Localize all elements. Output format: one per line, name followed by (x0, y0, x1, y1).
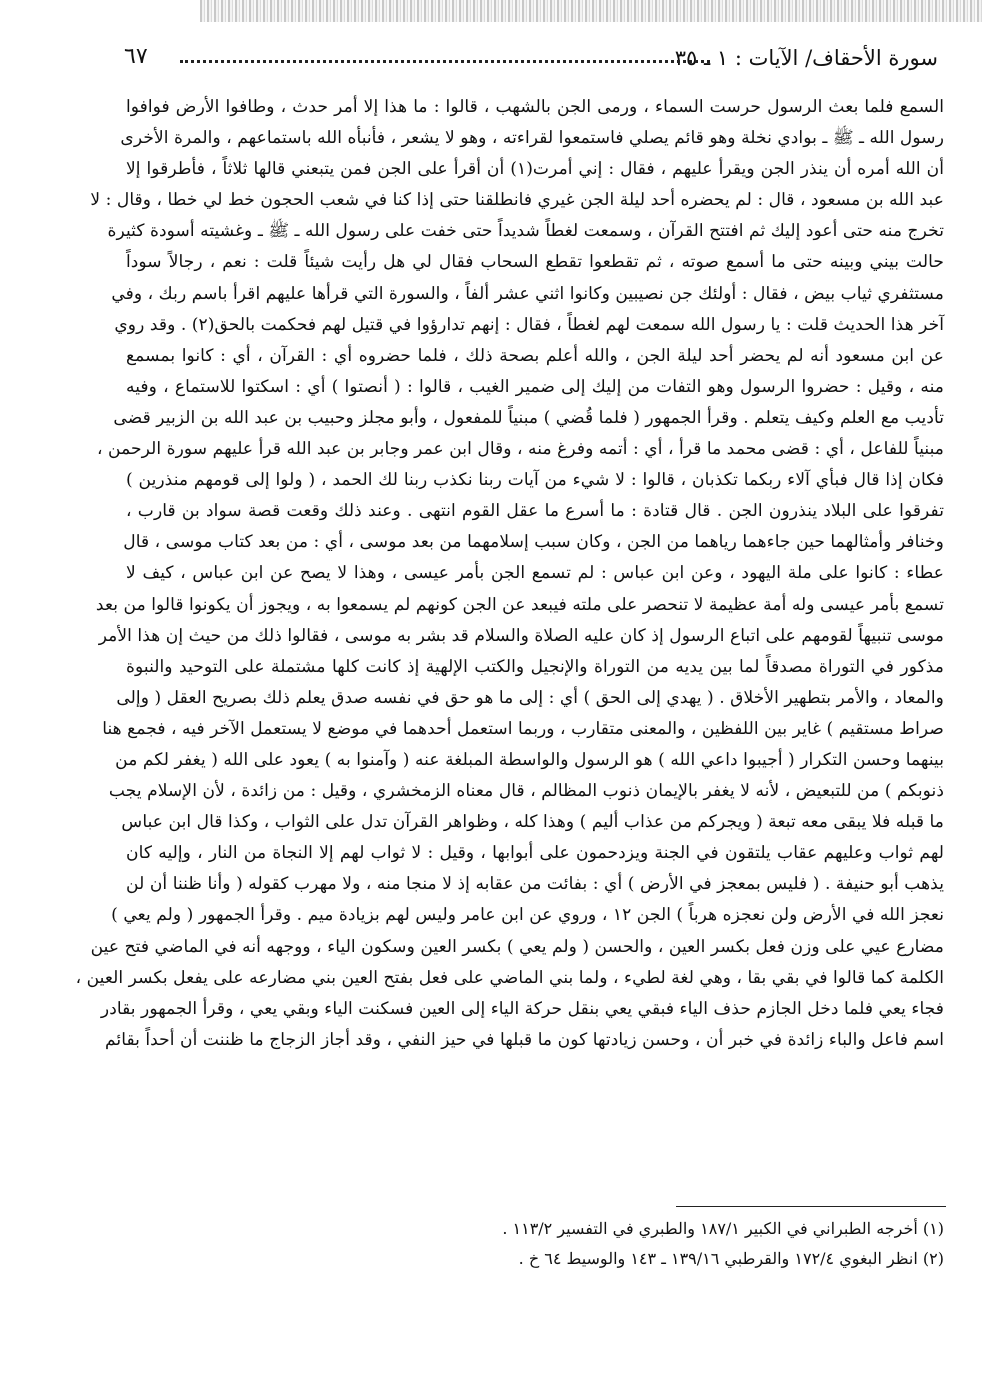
text-line: مذكور في التوراة مصدقاً لما بين يديه من التوراة والإنجيل والكتب الإلهية إذ كانت كلها مشتملة على التوحيد والنبوة (126, 656, 944, 677)
text-line: نعجز الله في الأرض ولن نعجزه هرباً ) الجن ١٢ ، وروي عن ابن عامر وليس لهم بزيادة ميم . وقرأ الجمهور ( ولم يعي ) (111, 905, 944, 926)
text-line: مضارع عيي على وزن فعل بكسر العين ، والحسن ( ولم يعي ) بكسر العين وسكون الياء ، ووجهه أنه في الماضي فتح عين (90, 936, 944, 957)
text-line: عطاء : كانوا على ملة اليهود ، وعن ابن عباس : لم تسمع الجن بأمر عيسى ، وهذا لا يصح عن ابن عباس ، كيف لا (126, 563, 944, 584)
text-line: تأديب مع العلم وكيف يتعلم . وقرأ الجمهور ( فلما قُضي ) مبنياً للمفعول ، وأبو مجلز وحبيب بن عبد الله بن الزبير قضى (113, 407, 944, 428)
text-line: عبد الله بن مسعود ، قال : لم يحضره أحد ليلة الجن غيري فانطلقنا حتى إذا كنا في شعب الحجون خط لي خطا ، وقال : لا (90, 190, 944, 211)
text-line: الكلمة كما قالوا في بقي بقا ، وهي لغة لطيء ، ولما بني الماضي على فعل بفتح العين بني مضارعه على يفعل بكسر العين ، (75, 967, 944, 988)
scan-artifact-strip (200, 0, 982, 22)
text-line: تفرقوا على البلاد ينذرون الجن . قال قتادة : ما أسرع ما عقل القوم انتهى . وعند ذلك وقعت قصة سواد بن قارب ، (126, 501, 944, 522)
text-line: منه ، وقيل : حضروا الرسول وهو التفات من إليك إلى ضمير الغيب ، قالوا : ( أنصتوا ) أي : اسكتوا للاستماع ، وفيه (126, 376, 944, 397)
text-line: صراط مستقيم ) غاير بين اللفظين ، والمعنى متقارب ، وربما استعمل أحدهما في موضع لا يستعمل الآخر فيه ، فجمع هنا (102, 718, 944, 739)
text-line: يذهب أبو حنيفة . ( فليس بمعجز في الأرض ) أي : بفائت من عقابه إذ لا منجا منه ، ولا مهرب كقوله ( وأنا ظننا أن لن (126, 874, 944, 895)
text-line: مستثفري ثياب بيض ، فقال : أولئك جن نصيبين وكانوا اثني عشر ألفاً ، والسورة التي قرأها عليهم اقرأ باسم ربك ، وفي (111, 283, 944, 304)
text-line: وخنافر وأمثالهما حين جاءهما رياهما من الجن ، وكان سبب إسلامهما من بعد موسى ، أي : من بعد كتاب موسى ، قال (123, 532, 944, 553)
text-line: مبنياً للفاعل ، أي : قضى محمد ما قرأ ، أي : أتمه وفرغ منه ، وقال ابن عمر وجابر بن عبد الله قرأ عليهم سورة الرحمن ، (97, 439, 944, 460)
body-text (75, 92, 944, 1056)
text-line: رسول الله ـ ﷺ ـ بوادي نخلة وهو قائم يصلي فاستمعوا لقراءته ، وهو لا يشعر ، فأنبأه الله باستماعهم ، والمرة الأخرى (120, 128, 944, 149)
footnote-separator (676, 1206, 946, 1207)
text-line: حالت بيني وبينه حتى ما أسمع صوته ، ثم تقطعوا تقطع السحاب فقال لي هل رأيت شيئاً قلت : نعم ، رجالاً سوداً (126, 252, 944, 273)
page-header (118, 40, 938, 80)
header-dot-leader (180, 60, 710, 63)
text-line: السمع فلما بعث الرسول حرست السماء ، ورمى الجن بالشهب ، قالوا : ما هذا إلا أمر حدث ، وطافوا الأرض فوافوا (126, 97, 944, 117)
text-line: تخرج منه حتى أعود إليك ثم افتتح القرآن ، وسمعت لغطاً شديداً حتى خفت على رسول الله ـ ﷺ ـ وغشيته أسودة كثيرة (107, 221, 944, 242)
text-line: أن الله أمره أن ينذر الجن ويقرأ عليهم ، فقال : إني أمرت(١) أن أقرأ على الجن فمن يتبعني قالها ثلاثاً ، فأطرقوا إلا (126, 159, 944, 180)
text-line: بينهما وحسن التكرار ( أجيبوا داعي الله ) هو الرسول والواسطة المبلغة عنه ( وآمنوا به ) يعود على الله ( يغفر لكم من (115, 749, 944, 770)
text-line: ذنوبكم ) من للتبعيض ، لأنه لا يغفر بالإيمان ذنوب المظالم ، قال معناه الزمخشري ، وقيل : من زائدة ، لأن الإسلام يجب (108, 781, 944, 802)
text-line: موسى تنبيهاً لقومهم على اتباع الرسول إذ كان عليه الصلاة والسلام قد بشر به موسى ، فقالوا ذلك من حيث إن هذا الأمر (98, 625, 944, 646)
text-line: اسم فاعل والباء زائدة في خبر أن ، وحسن زيادتها كون ما قبلها في حيز النفي ، وقد أجاز الزجاج ما ظننت أن أحداً بقائم (104, 1029, 944, 1050)
text-line: لهم ثواب وعليهم عقاب يلتقون في الجنة ويزدحمون على أبوابها ، وقيل : لا ثواب لهم إلا النجاة من النار ، وإليه كان (126, 843, 944, 864)
text-line: ما قبله فلا يبقى معه تبعة ( ويجركم من عذاب أليم ) وهذا كله ، وظواهر القرآن تدل على الثواب ، وكذا قال ابن عباس (121, 812, 944, 833)
running-title: سورة الأحقاف/ الآيات : ١ ـ ٣٥ (674, 46, 938, 70)
text-line: فجاء يعي فلما دخل الجازم حذف الياء فبقي يعي بنقل حركة الياء إلى العين فسكنت الياء وبقي يعي ، وقرأ الجمهور بقادر (100, 998, 944, 1019)
footnotes (126, 1214, 944, 1274)
page-number: ٦٧ (124, 44, 148, 69)
text-line: آخر هذا الحديث قلت : يا رسول الله سمعت لهم لغطاً ، فقال : إنهم تدارؤوا في قتيل لهم فحكمت بالحق(٢) . وقد روي (114, 314, 944, 335)
text-line: تسمع بأمر عيسى وله أمة عظيمة لا تنحصر على ملته فيبعد عن الجن كونهم لم يسمعوا به ، ويجوز أن يكونوا قالوا من بعد (95, 594, 944, 615)
text-line: فكان إذا قال فبأي آلاء ربكما تكذبان ، قالوا : لا شيء من آيات ربنا نكذب ربنا لك الحمد ، ( ولوا إلى قومهم منذرين ) (126, 470, 944, 491)
footnote: (١) أخرجه الطبراني في الكبير ١٨٧/١ والطبري في التفسير ١١٣/٢ . (502, 1219, 944, 1238)
text-line: والمعاد ، والأمر بتطهير الأخلاق . ( يهدي إلى الحق ) أي : إلى ما هو حق في نفسه صدق يعلم ذلك بصريح العقل ( وإلى (116, 687, 944, 708)
text-line: عن ابن مسعود أنه لم يحضر أحد ليلة الجن ، والله أعلم بصحة ذلك ، فلما حضروه أي : القرآن ، أي : كانوا بمسمع (126, 345, 944, 366)
footnote: (٢) انظر البغوي ١٧٢/٤ والقرطبي ١٣٩/١٦ ـ ١٤٣ والوسيط ٦٤ خ . (518, 1249, 944, 1268)
